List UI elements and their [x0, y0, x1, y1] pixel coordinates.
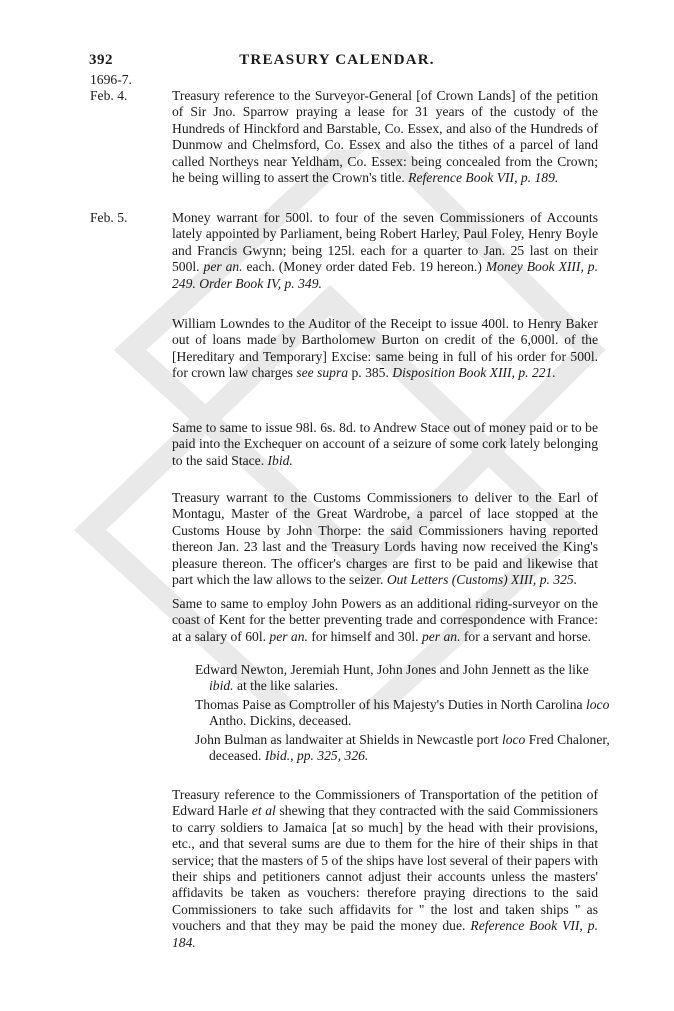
entry-italic: per an. — [421, 628, 461, 644]
entry-text: William Lowndes to the Auditor of the Receipt to issue 400l. to Henry Baker out of loans made by Bartholomew Burton on credit of the 6,000l. of the [Hereditary and Temporary] Excise: same being in full of his order for 500l. for crown law charges — [172, 316, 598, 381]
sub-entry — [195, 732, 612, 765]
entry-text: Same to same to issue 98l. 6s. 8d. to Andrew Stace out of money paid or to be paid into the Exchequer on account of a seizure of some cork lately belonging to the said Stace. — [172, 420, 598, 468]
entry-text: each. (Money order dated Feb. 19 hereon.) — [246, 259, 482, 275]
sub-entry — [195, 662, 612, 695]
entry-paragraph — [172, 596, 598, 645]
entry-italic: per an. — [203, 259, 243, 275]
sub-entry-text: Antho. Dickins, deceased. — [209, 713, 352, 729]
entry-text: shewing that they contracted with the said Commissioners to carry soldiers to Jamaica [at so much] by the head with their provisions, etc., and that several sums are due to them for the hire of their ships in that service; that the masters of 5 of the ships have lost several of their papers with their ships and petitioners cannot adjust their accounts unless the masters' affidavits be taken as vouchers: therefore praying directions to the said Commissioners to take such affidavits for " the lost and taken ships " as vouchers and that they may be paid the money due. — [172, 803, 598, 934]
entry-paragraph — [172, 88, 598, 186]
entry-paragraph — [172, 787, 598, 951]
sub-entry-text: at the like salaries. — [236, 678, 339, 694]
entry-date: Feb. 5. — [90, 210, 128, 225]
entry-italic: loco — [585, 697, 610, 712]
entry-italic: ibid. — [209, 678, 234, 694]
running-title: TREASURY CALENDAR. — [239, 52, 435, 68]
page-number: 392 — [89, 52, 113, 68]
entry-date: Feb. 4. — [90, 88, 128, 103]
entry-paragraph — [172, 210, 598, 292]
entry-text: for a servant and horse. — [463, 628, 592, 644]
page-header — [0, 52, 674, 72]
entry-text: for himself and 30l. — [311, 628, 419, 644]
sub-entry-text: Edward Newton, Jeremiah Hunt, John Jones and John Jennett as the like — [195, 662, 589, 677]
entry-paragraph — [172, 420, 598, 469]
sub-entry-text: Thomas Paise as Comptroller of his Majesty's Duties in North Carolina — [195, 697, 583, 712]
entry-paragraph — [172, 316, 598, 382]
sub-entry — [195, 697, 612, 730]
sub-entry-text: John Bulman as landwaiter at Shields in Newcastle port — [195, 732, 499, 747]
entry-reference: Money Book XIII, p. 249. Order Book IV, p. 349. — [172, 259, 598, 291]
entry-italic: per an. — [269, 628, 308, 644]
entry-text: Treasury reference to the Surveyor-General [of Crown Lands] of the petition of Sir Jno. Sparrow praying a lease for 31 years of the custody of the Hundreds of Hinckford and Barstable, Co. Essex, and also of the Hundreds of Dunmow and Chelmsford, Co. Essex and also the tithes of a parcel of land called Northeys near Yeldham, Co. Essex: being concealed from the Crown; he being willing to assert the Crown's title. — [172, 88, 598, 186]
entry-reference: Reference Book VII, p. 184. — [172, 918, 598, 950]
entry-paragraph — [172, 490, 598, 588]
entry-text: Same to same to employ John Powers as an additional riding-surveyor on the coast of Kent for the better preventing trade and correspondence with France: at a salary of 60l. — [172, 596, 598, 644]
year-marker: 1696-7. — [90, 72, 132, 87]
entry-italic: loco — [501, 732, 526, 747]
entry-italic: see supra — [296, 365, 349, 381]
entry-reference: Out Letters (Customs) XIII, p. 325. — [386, 572, 578, 588]
sub-entry-text: Fred Chaloner, deceased. — [209, 732, 610, 764]
entry-reference: Ibid., pp. 325, 326. — [264, 748, 369, 764]
entry-reference: Reference Book VII, p. 189. — [408, 170, 559, 186]
entry-reference: Ibid. — [267, 452, 293, 468]
entry-reference: Disposition Book XIII, p. 221. — [392, 365, 556, 381]
entry-text: Treasury warrant to the Customs Commissioners to deliver to the Earl of Montagu, Master of the Great Wardrobe, a parcel of lace stopped at the Customs House by John Thorpe: the said Commissioners having reported thereon Jan. 23 last and the Treasury Lords having now received the King's pleasure thereon. The officer's charges are first to be paid and likewise that part which the law allows to the seizer. — [172, 490, 598, 588]
entry-text: p. 385. — [351, 365, 389, 381]
entry-text: Money warrant for 500l. to four of the seven Commissioners of Accounts lately appointed by Parliament, being Robert Harley, Paul Foley, Henry Boyle and Francis Gwynn; being 125l. each for a quarter to Jan. 25 last on their 500l. — [172, 210, 598, 275]
entry-text: Treasury reference to the Commissioners of Transportation of the petition of Edward Harle — [172, 787, 598, 819]
entry-italic: et al — [251, 803, 276, 819]
